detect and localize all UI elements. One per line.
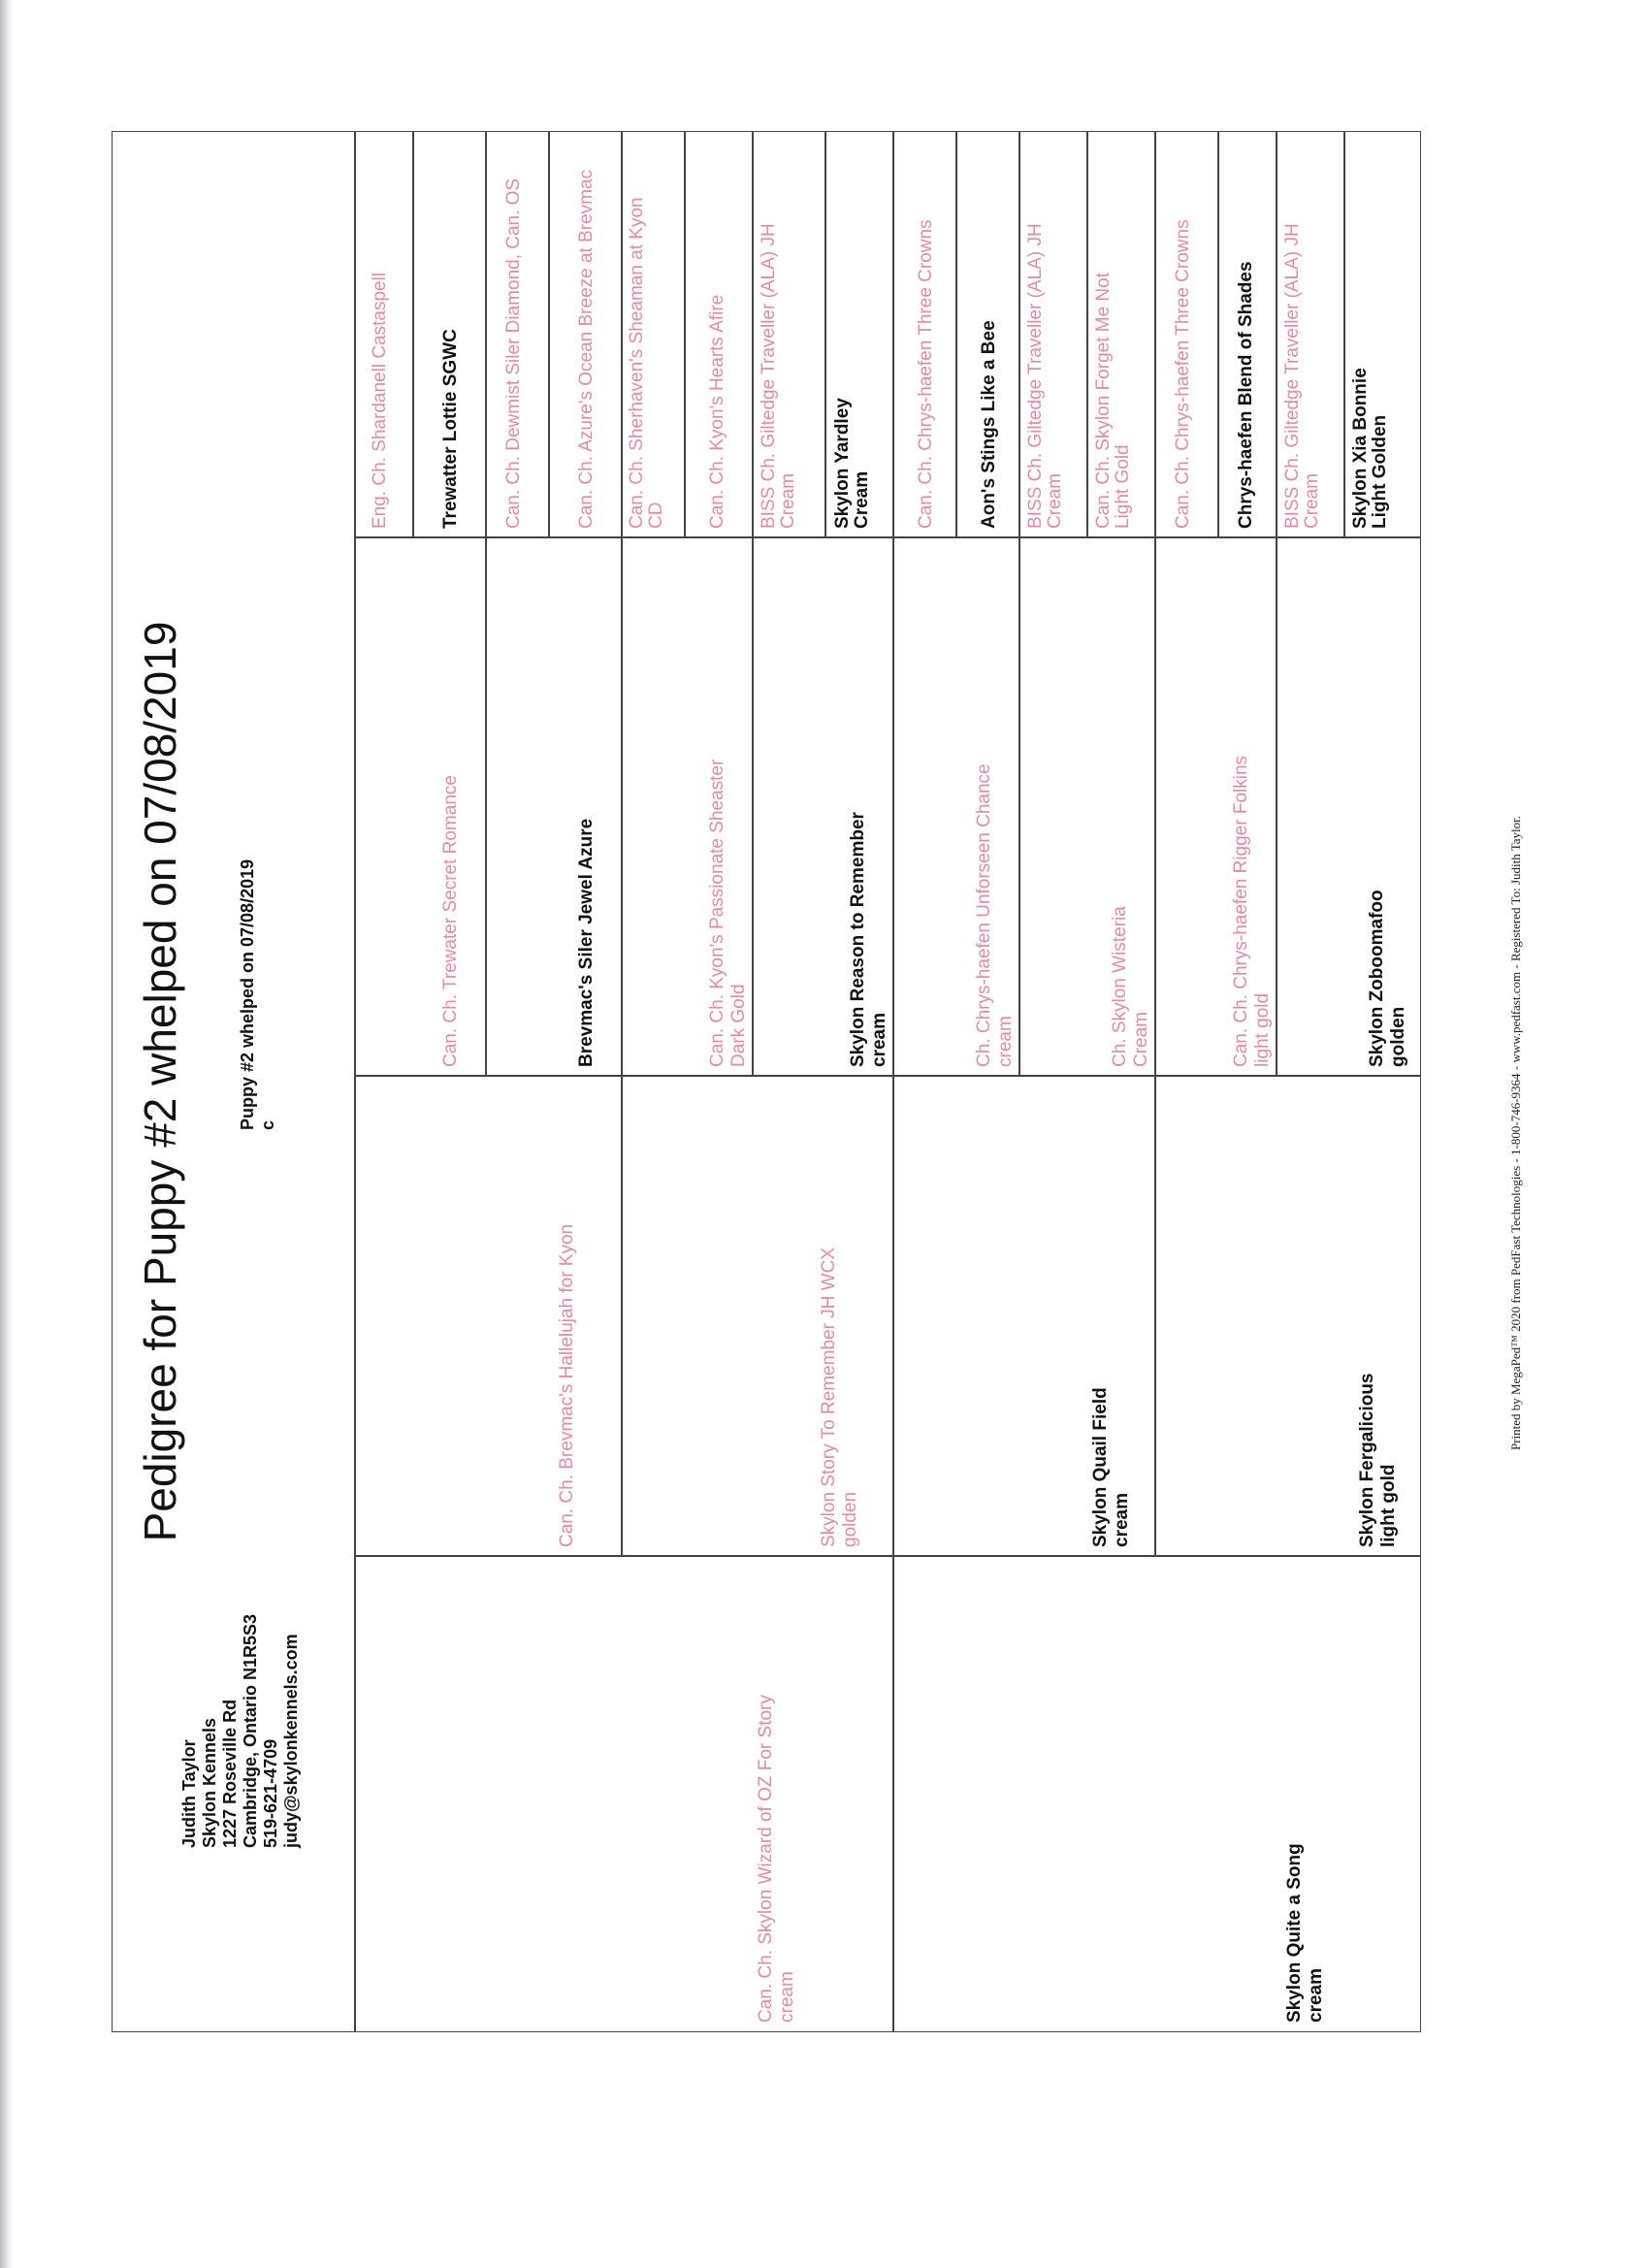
page-title: Pedigree for Puppy #2 whelped on 07/08/2019 [135, 621, 185, 1542]
dog-color: CD [646, 502, 666, 529]
gen4-13 [1169, 131, 1198, 538]
dog-color: golden [840, 1491, 860, 1547]
dog-name: Can. Ch. Chrys-haefen Three Crowns [916, 219, 936, 529]
gen4-row-divider-2 [485, 131, 487, 538]
dog-name: Can. Ch. Dewmist Siler Diamond, Can. OS [503, 178, 524, 529]
dog-color: cream [1112, 1493, 1132, 1547]
gen4-8 [829, 131, 876, 538]
dog-name: Can. Ch. Skylon Forget Me Not [1093, 273, 1114, 529]
breeder-street: 1227 Roseville Rd [220, 1699, 240, 1848]
gen4-row-divider-14 [1276, 131, 1277, 538]
dog-name: Skylon Xia Bonnie [1350, 368, 1371, 529]
grid-top-line [354, 131, 356, 2032]
gen2-row-divider-2 [892, 1077, 894, 1557]
dog-name: Can. Ch. Chrys-haefen Rigger Folkins [1231, 755, 1251, 1067]
breeder-name: Judith Taylor [179, 1739, 199, 1848]
dog-color: Cream [778, 472, 798, 529]
dog-color: cream [777, 1971, 797, 2023]
dog-name: Skylon Quail Field [1090, 1387, 1111, 1547]
dog-name: Skylon Quite a Song [1284, 1843, 1305, 2023]
dog-color: cream [1306, 1968, 1326, 2023]
gen2-3 [1086, 1077, 1137, 1557]
dog-color: Cream [1131, 1011, 1151, 1067]
dog-name: BISS Ch. Giltedge Traveller (ALA) JH [759, 223, 779, 529]
gen4-15 [1279, 131, 1326, 538]
gen4-row-divider-3 [548, 131, 550, 538]
dog-name: Skylon Zoboomafoo [1367, 890, 1387, 1067]
gen2-1 [553, 1077, 582, 1557]
dog-color: Cream [1045, 472, 1065, 529]
gen4-3 [500, 131, 529, 538]
gen3-5 [970, 538, 1020, 1077]
gen3-8 [1363, 538, 1413, 1077]
gen3-4 [844, 538, 894, 1077]
printed-by-footer: Printed by MegaPed™ 2020 from PedFast Technologies - 1-800-746-9364 - www.pedfast.com - Registered To: Judith Taylor. [1508, 815, 1523, 1450]
dog-name: Can. Ch. Kyon's Hearts Afire [707, 294, 728, 529]
breeder-city: Cambridge, Ontario N1R5S3 [241, 1613, 260, 1848]
gen4-row-divider-5 [684, 131, 686, 538]
gen1-dam [1280, 1557, 1331, 2032]
gen3-3 [703, 538, 754, 1077]
gen3-2 [572, 538, 601, 1077]
gen1-gen2-divider [354, 1556, 1421, 1558]
breeder-email: judy@skylonkennels.com [281, 1634, 301, 1848]
dog-color: Dark Gold [728, 984, 749, 1067]
dog-name: Ch. Skylon Wisteria [1110, 906, 1130, 1067]
gen4-row-divider-1 [412, 131, 414, 538]
breeder-phone: 519-621-4709 [261, 1738, 280, 1848]
gen4-6 [703, 131, 732, 538]
gen4-10 [975, 131, 1004, 538]
subject-name: Puppy #2 whelped on 07/08/2019 [238, 859, 257, 1130]
dog-name: Trewatter Lottie SGWC [440, 329, 461, 529]
dog-name: Can. Ch. Azure's Ocean Breeze at Brevmac [576, 169, 597, 529]
gen4-row-divider-10 [1018, 131, 1020, 538]
dog-name: Chrys-haefen Blend of Shades [1236, 261, 1256, 529]
gen3-1 [436, 538, 466, 1077]
dog-color: cream [995, 1016, 1016, 1067]
gen3-7 [1227, 538, 1277, 1077]
dog-color: Cream [1302, 472, 1322, 529]
dog-color: golden [1388, 1006, 1408, 1067]
gen4-11 [1022, 131, 1069, 538]
gen3-row-divider-1 [485, 538, 487, 1077]
gen2-row-divider-3 [1154, 1077, 1156, 1557]
dog-color: Light Golden [1370, 414, 1390, 529]
dog-name: BISS Ch. Giltedge Traveller (ALA) JH [1025, 223, 1046, 529]
dog-name: Skylon Story To Remember JH WCX [819, 1247, 839, 1547]
dog-name: Aon's Stings Like a Bee [979, 320, 999, 529]
dog-color: cream [869, 1013, 889, 1067]
gen2-row-divider-1 [621, 1077, 623, 1557]
gen4-row-divider-13 [1217, 131, 1219, 538]
gen4-row-divider-11 [1086, 131, 1088, 538]
gen4-9 [912, 131, 941, 538]
gen1-sire [752, 1557, 802, 2032]
dog-name: Eng. Ch. Shardanell Castaspell [370, 272, 390, 529]
gen4-2 [436, 131, 466, 538]
gen4-4 [572, 131, 601, 538]
dog-name: Brevmac's Siler Jewel Azure [576, 818, 597, 1067]
gen4-7 [756, 131, 802, 538]
dog-name: Can. Ch. Sherhaven's Sheaman at Kyon [627, 197, 647, 529]
dog-name: Can. Ch. Trewater Secret Romance [440, 775, 461, 1067]
gen4-12 [1090, 131, 1137, 538]
breeder-kennel: Skylon Kennels [200, 1717, 219, 1848]
gen4-14 [1232, 131, 1261, 538]
gen2-4 [1353, 1077, 1404, 1557]
gen4-1 [366, 131, 395, 538]
dog-name: Ch. Chrys-haefen Unforseen Chance [974, 763, 994, 1067]
dog-name: Can. Ch. Kyon's Passionate Sheaster [707, 759, 728, 1067]
gen4-row-divider-15 [1343, 131, 1345, 538]
dog-name: Skylon Reason to Remember [848, 812, 868, 1067]
gen1-row-divider [892, 1557, 894, 2032]
dog-name: Skylon Fergalicious [1357, 1373, 1377, 1547]
gen4-row-divider-7 [824, 131, 826, 538]
dog-name: Can. Ch. Skylon Wizard of OZ For Story [756, 1695, 776, 2023]
dog-color: Light Gold [1113, 444, 1133, 529]
gen3-row-divider-2 [621, 538, 623, 1077]
dog-name: BISS Ch. Giltedge Traveller (ALA) JH [1282, 223, 1303, 529]
gen4-row-divider-6 [752, 131, 754, 538]
dog-name: Skylon Yardley [832, 398, 853, 529]
dog-name: Can. Ch. Chrys-haefen Three Crowns [1173, 219, 1193, 529]
subject-color: c [258, 1119, 277, 1130]
dog-name: Can. Ch. Brevmac's Hallelujah for Kyon [557, 1223, 577, 1547]
dog-color: light gold [1378, 1464, 1399, 1547]
scan-edge [0, 0, 14, 2268]
gen4-row-divider-4 [621, 131, 623, 538]
gen4-5 [624, 131, 670, 538]
gen4-row-divider-12 [1154, 131, 1156, 538]
gen3-6 [1106, 538, 1156, 1077]
pedigree-page [112, 112, 1523, 2032]
gen4-row-divider-9 [955, 131, 957, 538]
dog-color: Cream [852, 470, 872, 529]
gen2-2 [815, 1077, 865, 1557]
gen4-row-divider-8 [892, 131, 894, 538]
gen4-16 [1347, 131, 1394, 538]
dog-color: light gold [1252, 992, 1273, 1067]
